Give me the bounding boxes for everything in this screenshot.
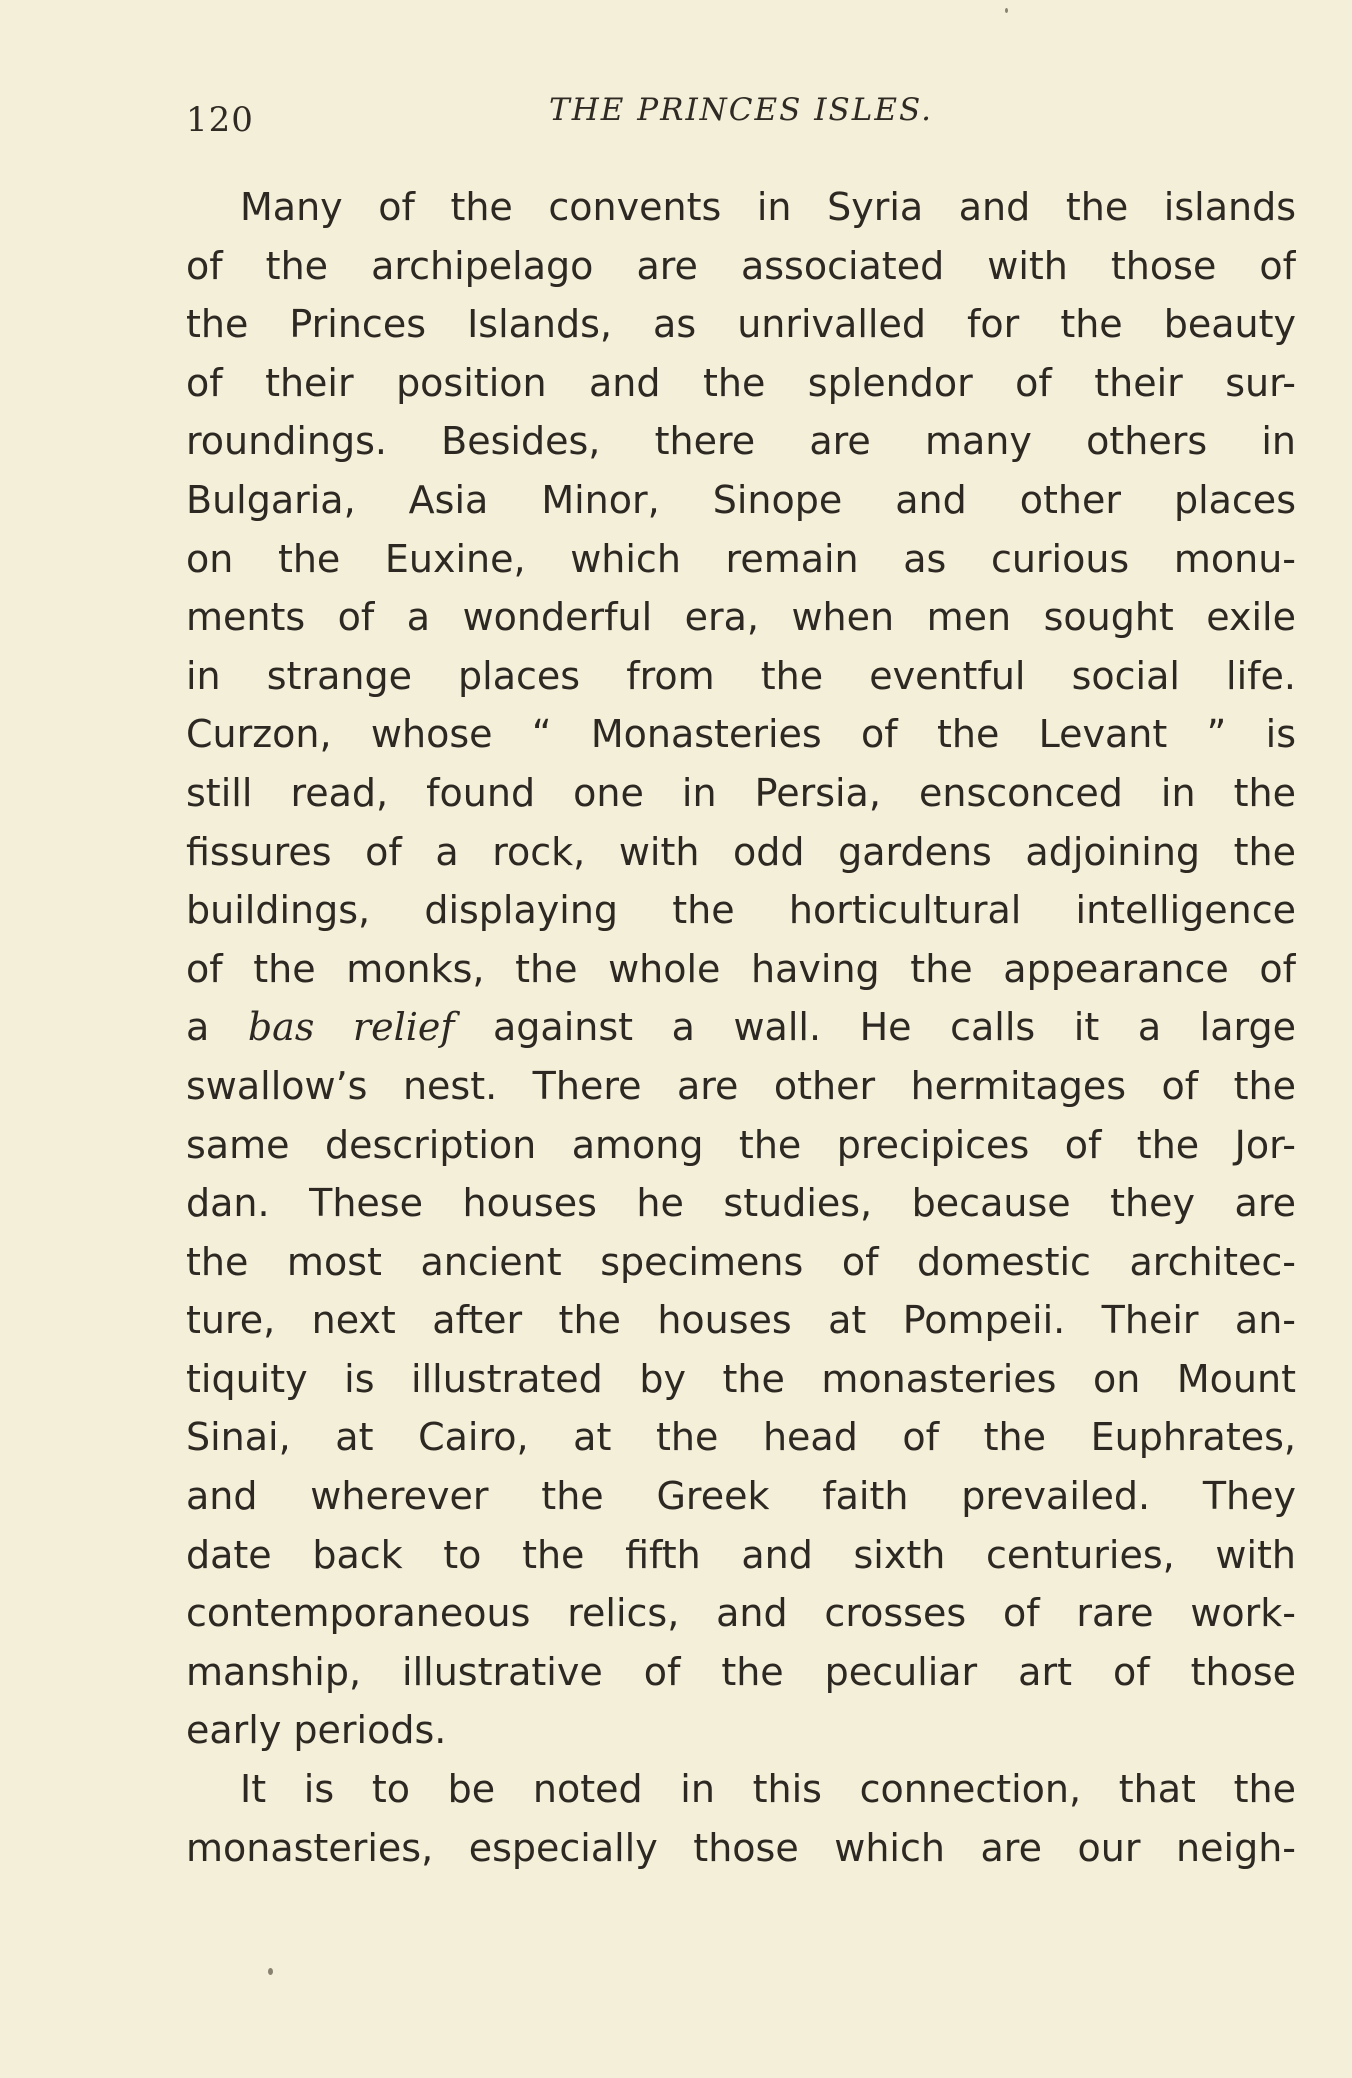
paper-speck (1005, 8, 1008, 13)
text-line: early periods. (186, 1708, 447, 1753)
page-header (186, 92, 1296, 142)
page-number: 120 (186, 100, 254, 140)
text-line: fissures of a rock, with odd gardens adjoining the (186, 829, 1296, 874)
text-line-with-italic (186, 998, 1296, 1057)
text-line: the Princes Islands, as unrivalled for the beauty (186, 302, 1296, 347)
text-line: of their position and the splendor of their sur- (186, 360, 1296, 405)
text-line: still read, found one in Persia, ensconced in the (186, 770, 1296, 815)
text-line: ments of a wonderful era, when men sought exile (186, 595, 1296, 640)
text-line: same description among the precipices of the Jor- (186, 1122, 1296, 1167)
paper-speck (268, 1968, 273, 1975)
text-line: dan. These houses he studies, because they are (186, 1181, 1296, 1226)
text-line: in strange places from the eventful social life. (186, 653, 1296, 698)
text-line: buildings, displaying the horticultural intelligence (186, 888, 1296, 933)
text-line: the most ancient specimens of domestic architec- (186, 1239, 1296, 1284)
text-segment: a (186, 1005, 248, 1050)
text-line: monasteries, especially those which are our neigh- (186, 1825, 1296, 1870)
text-line: Curzon, whose “ Monasteries of the Levant ” is (186, 712, 1296, 757)
text-line: swallow’s nest. There are other hermitages of the (186, 1063, 1296, 1108)
text-line: It is to be noted in this connection, that the (240, 1767, 1296, 1812)
text-line: manship, illustrative of the peculiar art of those (186, 1649, 1296, 1694)
text-line: Sinai, at Cairo, at the head of the Euphrates, (186, 1415, 1296, 1460)
text-line: ture, next after the houses at Pompeii. Their an- (186, 1298, 1296, 1343)
text-line: on the Euxine, which remain as curious monu- (186, 536, 1296, 581)
text-line: roundings. Besides, there are many others in (186, 419, 1296, 464)
text-segment: against a wall. He calls it a large (454, 1005, 1296, 1050)
text-line: of the monks, the whole having the appearance of (186, 946, 1296, 991)
text-line: Many of the convents in Syria and the islands (240, 185, 1296, 229)
text-line: date back to the fifth and sixth centuries, with (186, 1532, 1296, 1577)
text-line: tiquity is illustrated by the monasteries on Mount (186, 1356, 1296, 1401)
running-title: THE PRINCES ISLES. (549, 92, 933, 128)
text-line: contemporaneous relics, and crosses of rare work- (186, 1591, 1296, 1636)
italic-phrase: bas relief (247, 1005, 455, 1050)
text-line: of the archipelago are associated with those of (186, 243, 1296, 288)
text-line: and wherever the Greek faith prevailed. They (186, 1474, 1296, 1519)
body-text (186, 178, 1296, 1877)
text-line: Bulgaria, Asia Minor, Sinope and other places (186, 477, 1296, 522)
